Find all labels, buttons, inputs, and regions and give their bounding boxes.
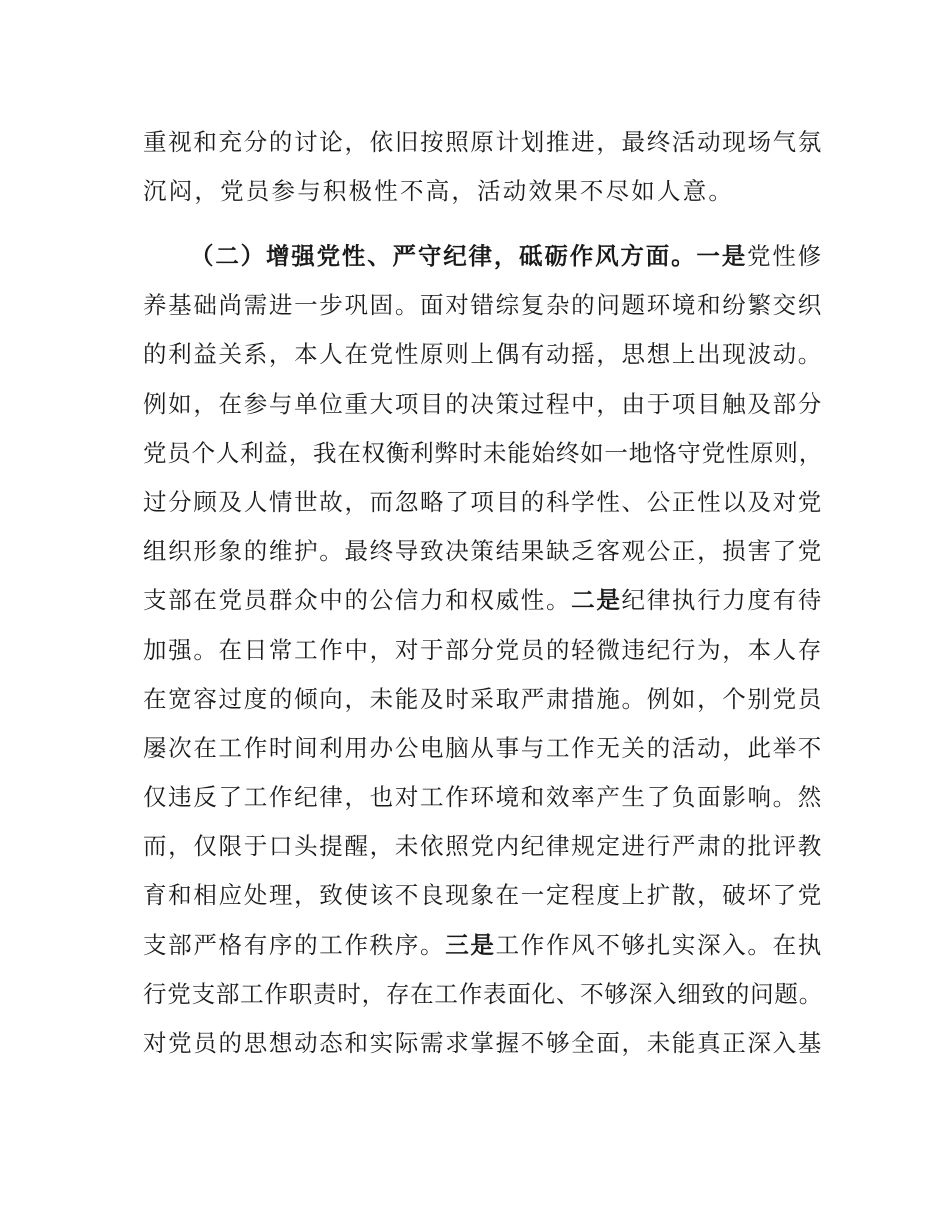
point-label: 三是 — [445, 930, 496, 959]
text-line: 组织形象的维护。最终导致决策结果缺乏客观公正，损害了党 — [143, 537, 823, 566]
text-fragment: 支部在党员群众中的公信力和权威性。 — [143, 586, 572, 615]
text-line: 屡次在工作时间利用办公电脑从事与工作无关的活动，此举不 — [143, 733, 823, 762]
text-fragment: 工作作风不够扎实深入。在执 — [495, 930, 823, 959]
text-line: 养基础尚需进一步巩固。面对错综复杂的问题环境和纷繁交织 — [143, 291, 823, 320]
text-fragment: 纪律执行力度有待 — [621, 586, 823, 615]
text-fragment: 党性修 — [747, 242, 823, 270]
text-line — [143, 576, 823, 625]
text-line — [143, 921, 823, 970]
text-fragment: 支部严格有序的工作秩序。 — [143, 930, 446, 959]
text-line — [143, 232, 823, 281]
text-line: 沉闷，党员参与积极性不高，活动效果不尽如人意。 — [143, 177, 735, 206]
text-line: 仅违反了工作纪律，也对工作环境和效率产生了负面影响。然 — [143, 783, 823, 812]
text-line: 加强。在日常工作中，对于部分党员的轻微违纪行为，本人存 — [143, 635, 823, 664]
text-line: 党员个人利益，我在权衡利弊时未能始终如一地恪守党性原则， — [143, 438, 823, 467]
text-line: 育和相应处理，致使该不良现象在一定程度上扩散，破坏了党 — [143, 881, 823, 910]
point-label: 一是 — [696, 242, 748, 270]
paragraph-section-two — [143, 232, 823, 1068]
text-line: 对党员的思想动态和实际需求掌握不够全面，未能真正深入基 — [143, 1029, 823, 1057]
text-line: 过分顾及人情世故，而忽略了项目的科学性、公正性以及对党 — [143, 487, 823, 516]
text-line: 行党支部工作职责时，存在工作表面化、不够深入细致的问题。 — [143, 979, 823, 1008]
text-line: 而，仅限于口头提醒，未依照党内纪律规定进行严肃的批评教 — [143, 832, 823, 861]
section-heading: （二）增强党性、严守纪律，砥砺作风方面。 — [190, 242, 697, 270]
paragraph-continued — [143, 118, 823, 216]
text-line: 例如，在参与单位重大项目的决策过程中，由于项目触及部分 — [143, 389, 823, 418]
text-line: 的利益关系，本人在党性原则上偶有动摇，思想上出现波动。 — [143, 340, 823, 369]
point-label: 二是 — [571, 586, 622, 615]
text-line: 重视和充分的讨论，依旧按照原计划推进，最终活动现场气氛 — [143, 128, 823, 156]
text-line: 在宽容过度的倾向，未能及时采取严肃措施。例如，个别党员 — [143, 684, 823, 713]
